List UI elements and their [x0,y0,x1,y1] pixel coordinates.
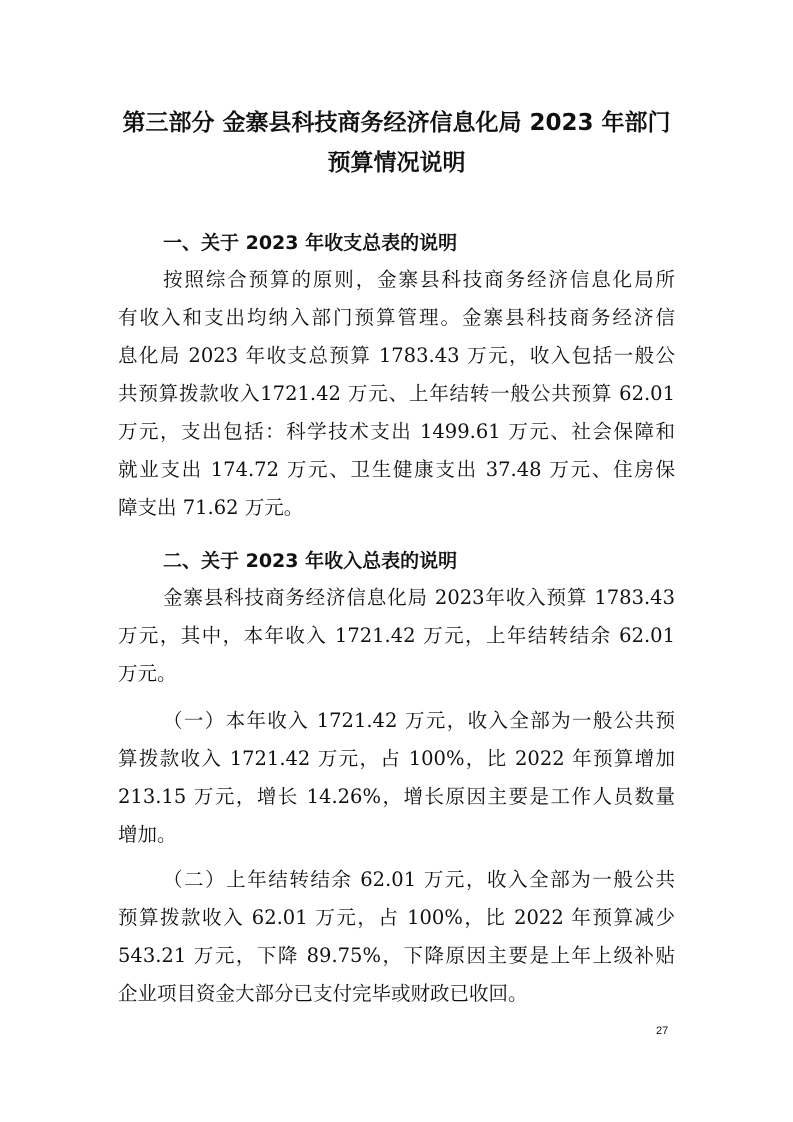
section-2-heading: 二、关于 2023 年收入总表的说明 [163,550,458,572]
section-1-paragraph-line: 共预算拨款收入1721.42 万元、上年结转一般公共预算 62.01 [118,382,675,405]
section-1-paragraph-line: 按照综合预算的原则，金寨县科技商务经济信息化局所 [163,268,675,291]
section-1-heading: 一、关于 2023 年收支总表的说明 [163,232,458,254]
section-2-item-2-line: （二）上年结转结余 62.01 万元，收入全部为一般公共 [163,868,675,891]
section-2-intro-line: 万元，其中，本年收入 1721.42 万元，上年结转结余 62.01 [118,624,675,647]
section-1-paragraph-line: 就业支出 174.72 万元、卫生健康支出 37.48 万元、住房保 [118,458,675,481]
document-title-line-2: 预算情况说明 [327,150,466,176]
section-2-item-1-line: 算拨款收入 1721.42 万元，占 100%，比 2022 年预算增加 [118,747,675,770]
section-2-item-1-line: （一）本年收入 1721.42 万元，收入全部为一般公共预 [163,709,675,732]
document-title-line-1: 第三部分 金寨县科技商务经济信息化局 2023 年部门 [122,110,671,136]
section-2-item-1-line: 增加。 [118,823,177,846]
section-2-intro-line: 万元。 [118,662,177,685]
section-1-paragraph-line: 有收入和支出均纳入部门预算管理。金寨县科技商务经济信 [118,306,675,329]
section-2-intro-line: 金寨县科技商务经济信息化局 2023年收入预算 1783.43 [163,586,675,609]
section-2-item-1-line: 213.15 万元，增长 14.26%，增长原因主要是工作人员数量 [118,785,675,808]
section-2-item-2-line: 企业项目资金大部分已支付完毕或财政已收回。 [118,982,528,1005]
section-1-paragraph-line: 障支出 71.62 万元。 [118,496,304,519]
page-number: 27 [656,1025,669,1037]
section-1-paragraph-line: 息化局 2023 年收支总预算 1783.43 万元，收入包括一般公 [118,344,675,367]
section-2-item-2-line: 预算拨款收入 62.01 万元，占 100%，比 2022 年预算减少 [118,906,675,929]
section-1-paragraph-line: 万元，支出包括：科学技术支出 1499.61 万元、社会保障和 [118,420,675,443]
section-2-item-2-line: 543.21 万元，下降 89.75%，下降原因主要是上年上级补贴 [118,944,675,967]
